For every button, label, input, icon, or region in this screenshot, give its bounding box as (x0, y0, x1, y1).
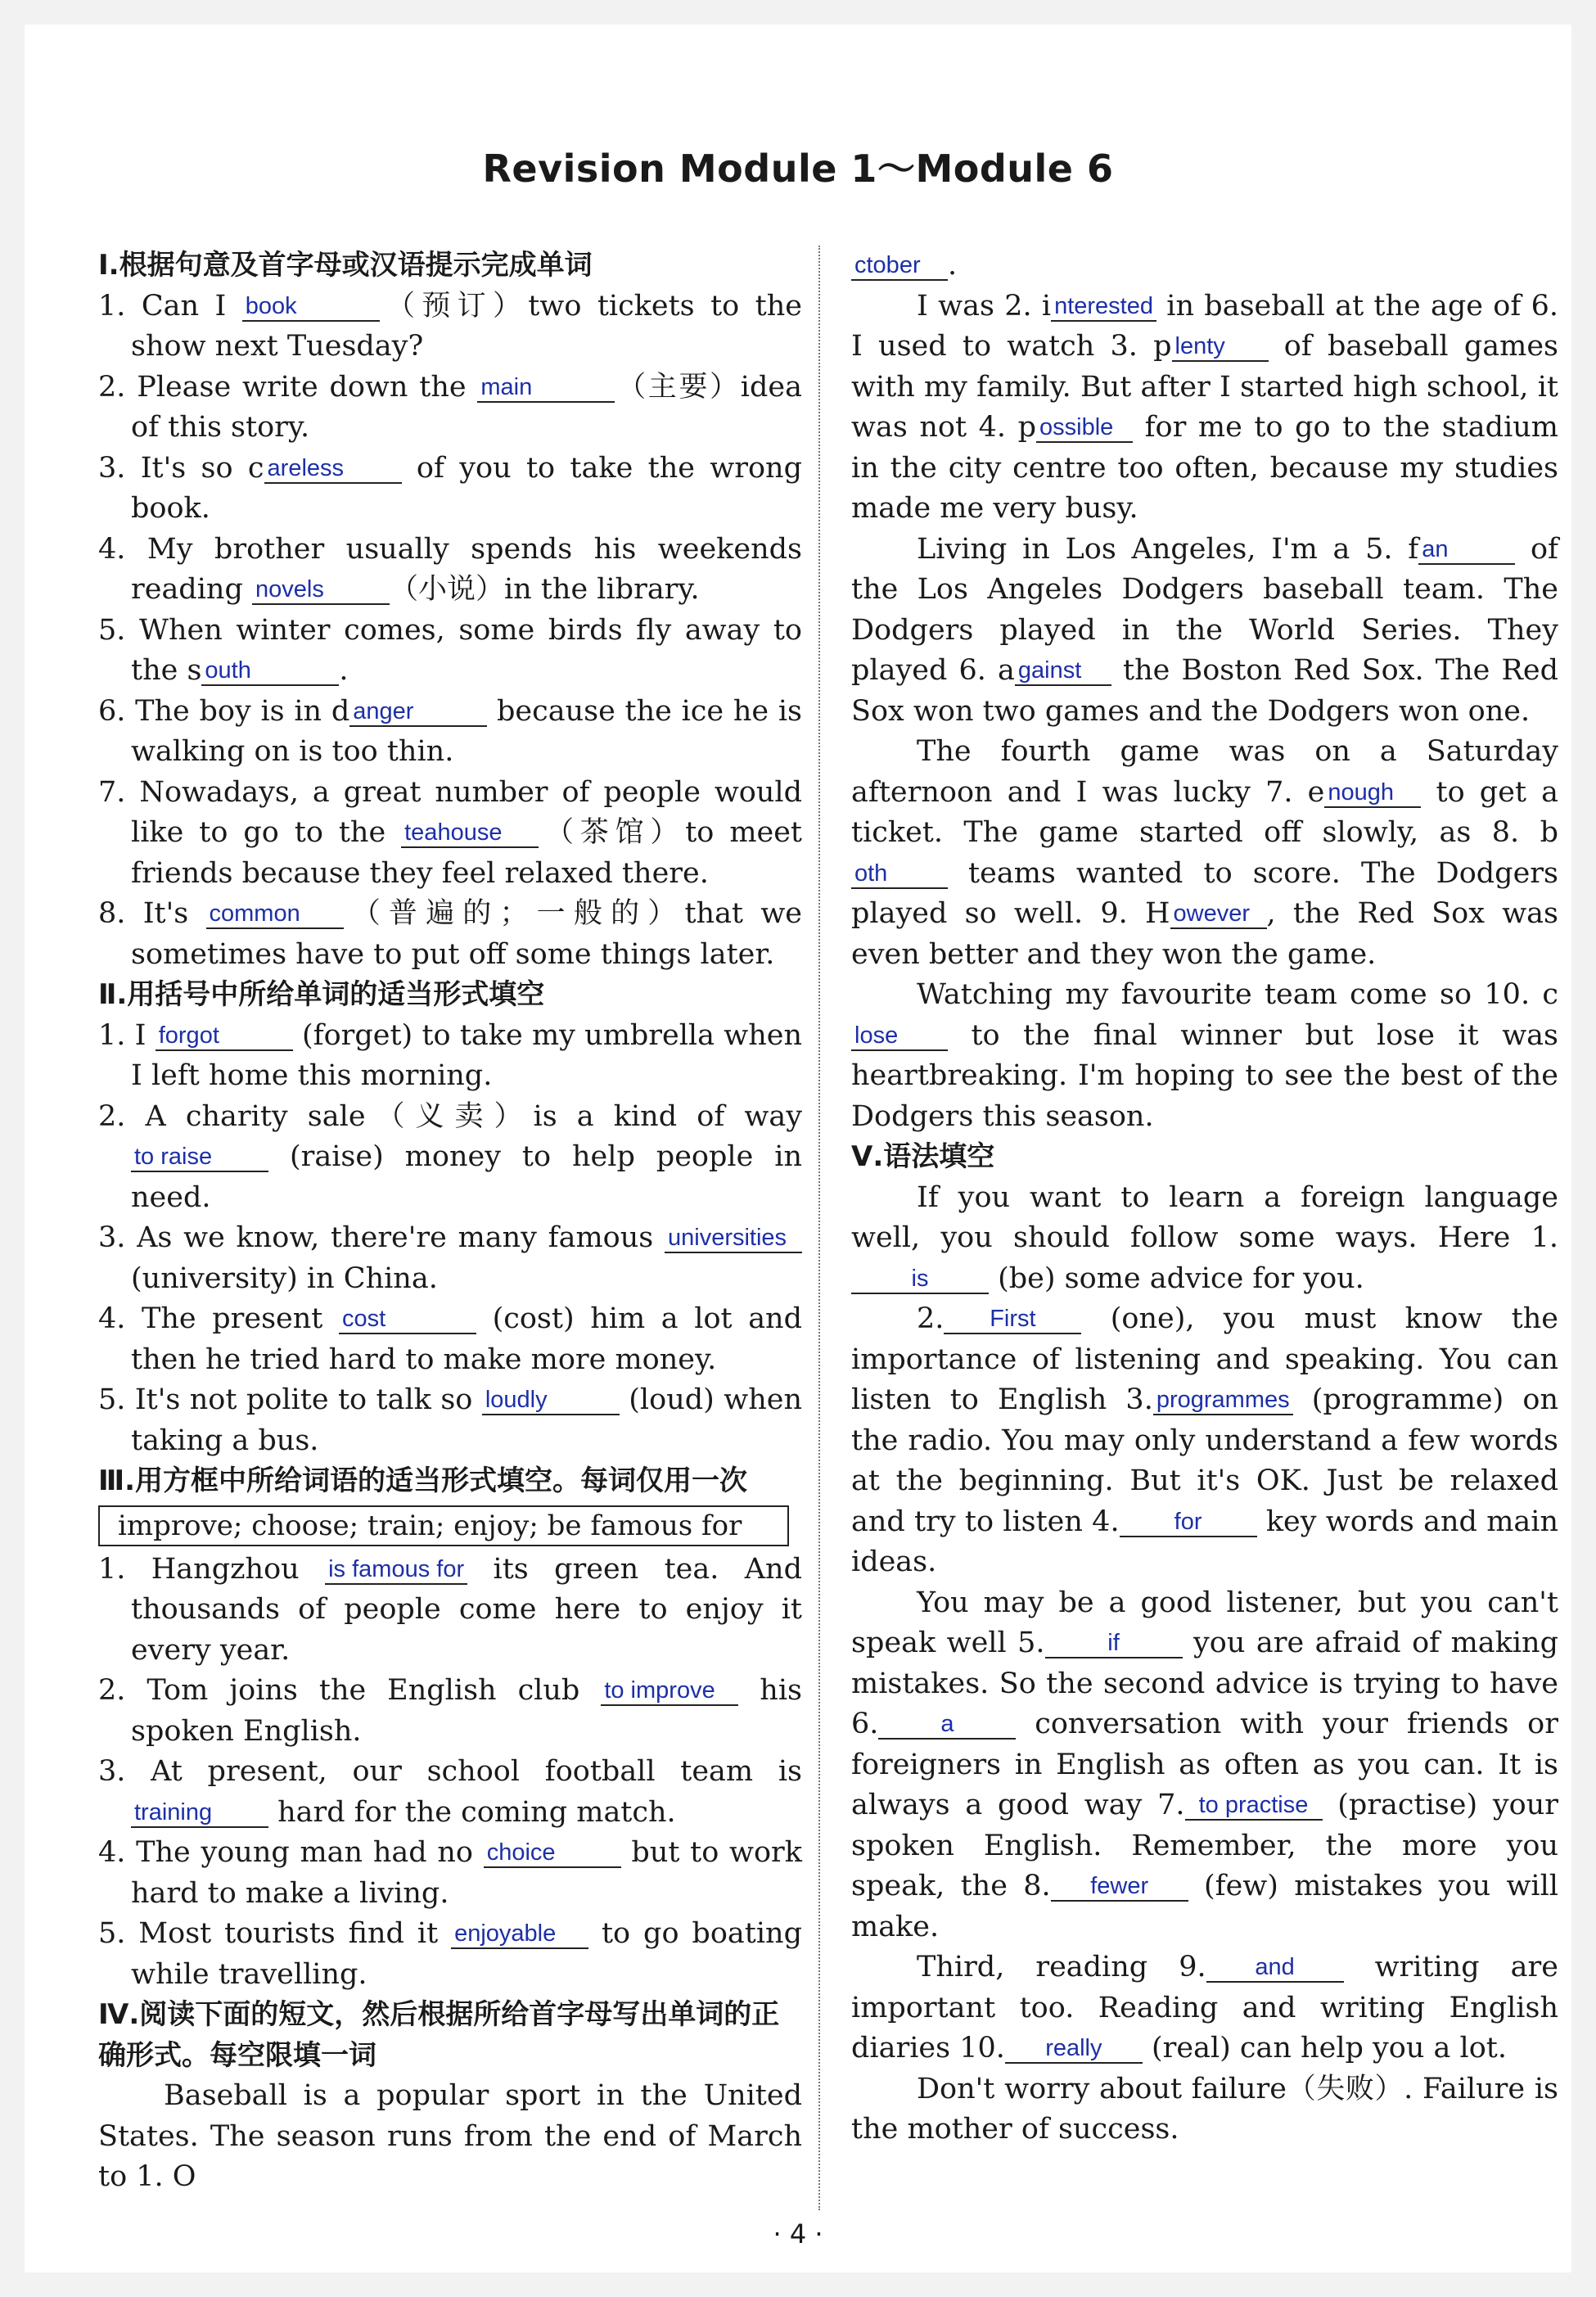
answer-blank: cost (339, 1305, 476, 1334)
question-item: 3. It's so c areless of you to take the wrong book. (98, 451, 802, 525)
column-divider (818, 246, 820, 2210)
answer-blank: for (1120, 1508, 1257, 1537)
section-1-heading: Ⅰ.根据句意及首字母或汉语提示完成单词 (98, 249, 593, 282)
answer-blank: First (944, 1305, 1081, 1334)
s5-paragraph-4: Third, reading 9. and writing are important too. Reading and writing English diaries 10. really (real) can help you a lot. (851, 1951, 1558, 2065)
question-item: 8. It's common （普遍的；一般的）that we sometimes have to put off some things later. (98, 897, 802, 971)
s4-paragraph-1-cont: ctober . (851, 246, 1558, 287)
answer-blank: main (477, 373, 615, 403)
page-title: Revision Module 1～Module 6 (482, 147, 1114, 191)
answer-blank: common (206, 900, 344, 929)
question-item: 4. The young man had no choice but to work hard to make a living. (98, 1836, 802, 1910)
answer-blank: training (131, 1798, 268, 1828)
question-item: 4. The present cost (cost) him a lot and then he tried hard to make more money. (98, 1302, 803, 1376)
answer-blank: an (1418, 535, 1515, 565)
s5-paragraph-3: You may be a good listener, but you can't speak well 5. if you are afraid of making mistakes. So the second advice is trying to have 6. a conversation with your friends or foreigners in English as often as you can. It is always a good way 7. to practise (practise) your spoken English. Remember, the more you speak, the 8. fewer (few) mistakes you will make. (851, 1586, 1559, 1943)
answer-blank: to raise (131, 1143, 268, 1172)
section-2-heading: Ⅱ.用括号中所给单词的适当形式填空 (98, 978, 545, 1011)
section-4-heading: Ⅳ.阅读下面的短文，然后根据所给首字母写出单词的正确形式。每空限填一词 (98, 1998, 780, 2072)
answer-blank: to practise (1185, 1791, 1323, 1821)
answer-blank: and (1206, 1953, 1344, 1983)
answer-blank: ossible (1036, 413, 1133, 443)
answer-blank: a (878, 1710, 1016, 1740)
question-item: 1. Hangzhou is famous for its green tea. And thousands of people come here to enjoy it every year. (98, 1552, 802, 1667)
word-box: improve; choose; train; enjoy; be famous for (98, 1505, 789, 1546)
s5-paragraph-2: 2. First (one), you must know the importance of listening and speaking. You can listen to English 3. programmes (programme) on the radio. You may only understand a few words at the beginning. But it's OK. Just be relaxed and try to listen 4. for key words and main ideas. (851, 1302, 1558, 1578)
answer-blank: loudly (482, 1386, 620, 1415)
question-item: 4. My brother usually spends his weekends reading novels （小说）in the library. (98, 532, 802, 606)
question-item: 1. I forgot (forget) to take my umbrella when I left home this morning. (98, 1018, 802, 1092)
question-item: 5. When winter comes, some birds fly away to the s outh . (98, 613, 802, 687)
s5-paragraph-5: Don't worry about failure（失败）. Failure is the mother of success. (851, 2072, 1558, 2146)
s4-paragraph-3: Living in Los Angeles, I'm a 5. f an of the Los Angeles Dodgers baseball team. The Dodgers played in the World Series. They played 6. a gainst the Boston Red Sox. The Red Sox won two games and the Dodgers won one. (851, 532, 1558, 728)
answer-blank: novels (252, 575, 390, 605)
question-item: 2. Please write down the main （主要）idea of this story. (98, 370, 802, 444)
left-column (98, 246, 802, 2198)
section-3-heading: Ⅲ.用方框中所给词语的适当形式填空。每词仅用一次 (98, 1464, 748, 1497)
answer-blank: nough (1324, 778, 1421, 808)
s4-paragraph-2: I was 2. i nterested in baseball at the age of 6. I used to watch 3. p lenty of baseball games with my family. But after I started high school, it was not 4. p ossible for me to go to the stadium in the city centre too often, because my studies made me very busy. (851, 289, 1559, 525)
answer-blank: lenty (1172, 332, 1269, 362)
s5-paragraph-1: If you want to learn a foreign language well, you should follow some ways. Here 1.is (be) some advice for you. (851, 1180, 1558, 1295)
answer-blank: really (1005, 2034, 1143, 2064)
section-2-list (98, 1016, 802, 1462)
s4-paragraph-4: The fourth game was on a Saturday afternoon and I was lucky 7. e nough to get a ticket. The game started off slowly, as 8. both teams wanted to score. The Dodgers played so well. 9. H owever , the Red Sox was even better and they won the game. (851, 735, 1558, 971)
page-number: · 4 · (773, 2218, 823, 2250)
answer-blank: owever (1170, 900, 1267, 929)
answer-blank: fewer (1051, 1872, 1188, 1902)
answer-blank: forgot (156, 1022, 293, 1051)
answer-blank: to improve (601, 1676, 738, 1706)
answer-blank: oth (851, 860, 948, 889)
answer-blank: universities (665, 1224, 802, 1253)
s4-paragraph-1: Baseball is a popular sport in the United States. The season runs from the end of March to 1. O (98, 2079, 802, 2193)
section-5-heading: Ⅴ.语法填空 (851, 1140, 995, 1173)
section-1-list (98, 287, 802, 976)
question-item: 5. It's not polite to talk so loudly (loud) when taking a bus. (98, 1383, 802, 1457)
question-item: 6. The boy is in d anger because the ice he is walking on is too thin. (98, 694, 802, 768)
answer-blank: enjoyable (451, 1920, 588, 1949)
answer-blank: gainst (1015, 657, 1111, 686)
answer-blank: outh (201, 657, 339, 686)
question-item: 3. At present, our school football team is training hard for the coming match. (98, 1755, 802, 1829)
question-item: 3. As we know, there're many famous universities (university) in China. (98, 1218, 802, 1299)
answer-blank: is (851, 1265, 989, 1294)
question-item: 7. Nowadays, a great number of people would like to go to the teahouse （茶馆）to meet friends because they feel relaxed there. (98, 775, 802, 890)
answer-blank: areless (264, 454, 402, 484)
answer-blank: programmes (1153, 1386, 1293, 1415)
answer-blank: lose (851, 1022, 948, 1051)
section-3-list (98, 1550, 802, 1996)
answer-blank: is famous for (325, 1555, 467, 1585)
worksheet-page (25, 25, 1571, 2272)
answer-blank: if (1045, 1629, 1183, 1658)
question-item: 2. Tom joins the English club to improve his spoken English. (98, 1674, 803, 1748)
answer-blank: choice (484, 1839, 621, 1868)
question-item: 5. Most tourists find it enjoyable to go boating while travelling. (98, 1917, 802, 1991)
answer-blank: ctober (851, 251, 948, 281)
question-item: 2. A charity sale（义卖）is a kind of way to raise (raise) money to help people in need. (98, 1099, 802, 1214)
answer-blank: book (242, 292, 380, 322)
right-column (851, 246, 1558, 2150)
question-item: 1. Can I book （预订）two tickets to the show next Tuesday? (98, 289, 802, 363)
answer-blank: anger (349, 697, 487, 727)
answer-blank: teahouse (401, 819, 539, 848)
s4-paragraph-5: Watching my favourite team come so 10. close to the final winner but lose it was heartbreaking. I'm hoping to see the best of the Dodgers this season. (851, 978, 1558, 1133)
answer-blank: nterested (1051, 292, 1156, 322)
